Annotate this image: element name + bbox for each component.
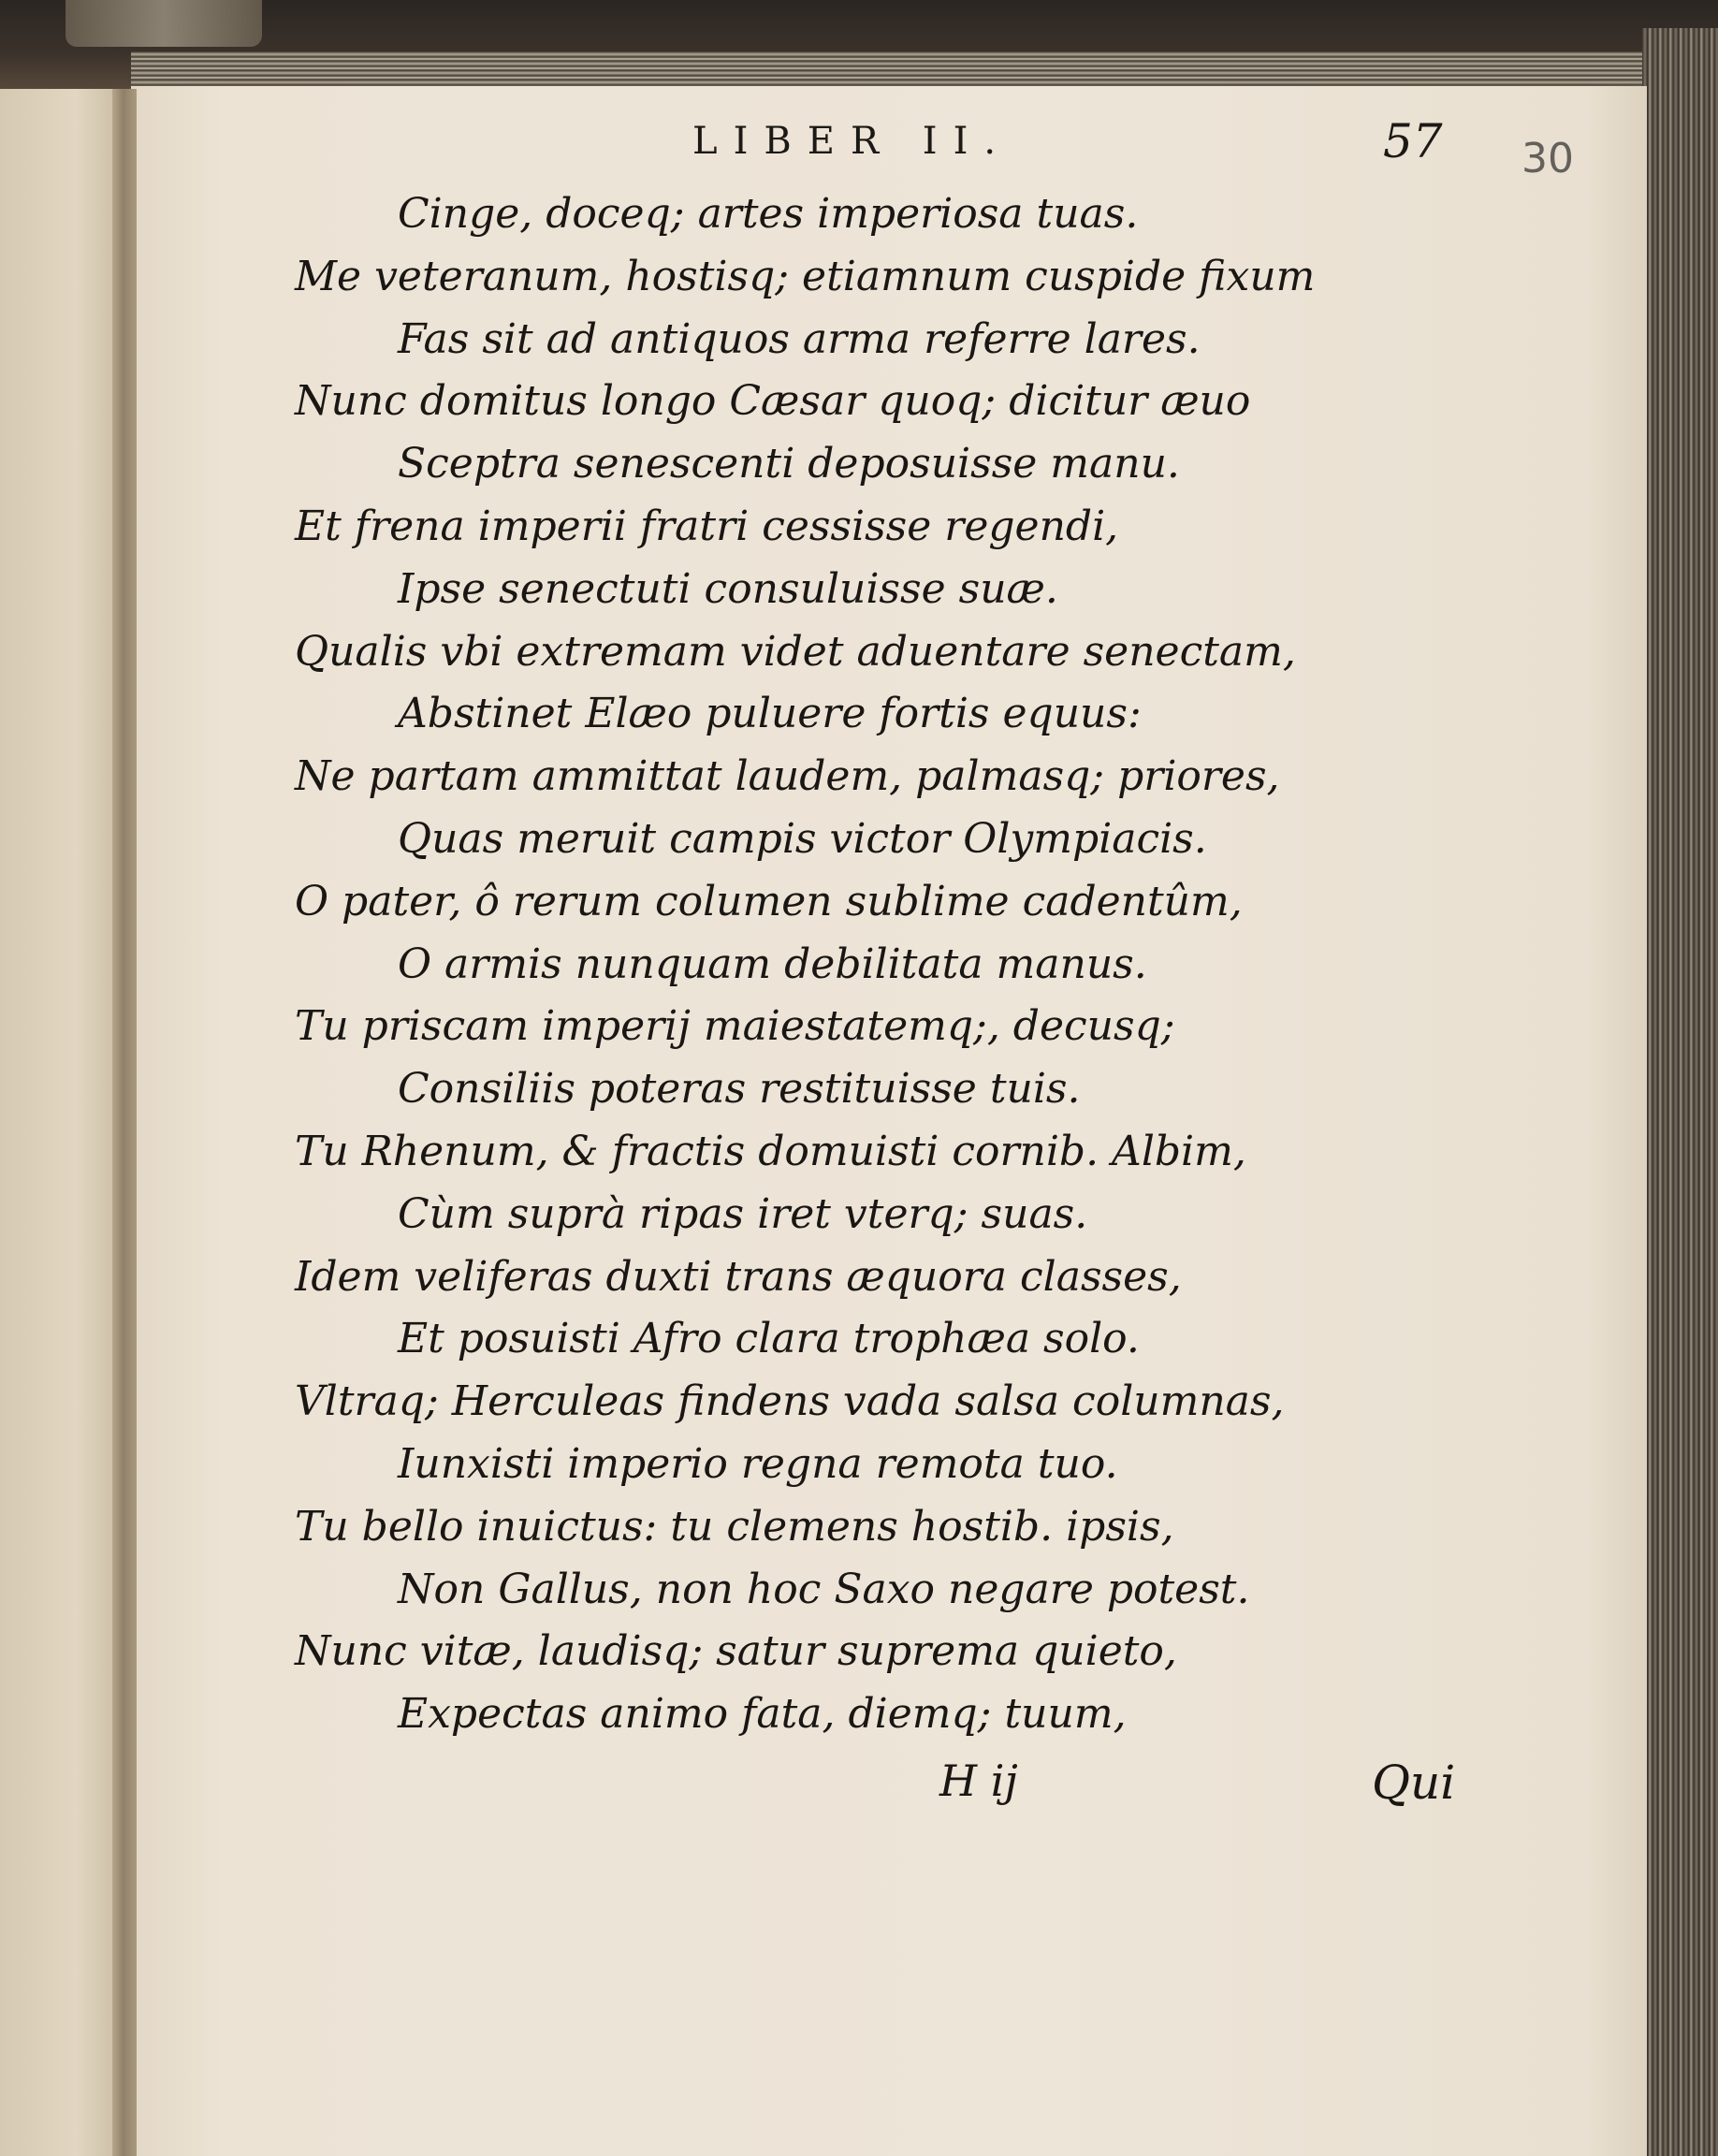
verse-line: Idem veliferas duxti trans æquora classes, — [295, 1252, 1182, 1301]
verse-line: Quas meruit campis victor Olympiacis. — [398, 814, 1207, 863]
verse-line: Abstinet Elæo puluere fortis equus: — [398, 690, 1142, 738]
verse-line: Cinge, doceq; artes imperiosa tuas. — [398, 190, 1139, 238]
page-footer — [0, 1755, 1718, 1821]
verse-line: Nunc domitus longo Cæsar quoq; dicitur æuo — [295, 377, 1251, 426]
gutter — [112, 89, 137, 2156]
verse-line: Qualis vbi extremam videt aduentare senectam, — [295, 627, 1296, 676]
verse-line: Et frena imperii fratri cessisse regendi, — [295, 502, 1119, 550]
verse-line: Consiliis poteras restituisse tuis. — [398, 1065, 1081, 1114]
page-header — [0, 114, 1718, 182]
page-number: 57 — [1383, 114, 1443, 168]
verse-line: O armis nunquam debilitata manus. — [398, 940, 1147, 988]
verse-line: Fas sit ad antiquos arma referre lares. — [398, 314, 1201, 363]
pencil-foliation: 30 — [1521, 135, 1574, 182]
verse-line: Me veteranum, hostisq; etiamnum cuspide fixum — [295, 252, 1316, 300]
verse-line: Ne partam ammittat laudem, palmasq; priores, — [295, 752, 1280, 801]
verse-line: Et posuisti Afro clara trophæa solo. — [398, 1315, 1140, 1363]
catchword: Qui — [1372, 1755, 1456, 1810]
verse-line: Non Gallus, non hoc Saxo negare potest. — [398, 1565, 1250, 1613]
verse-line: O pater, ô rerum columen sublime cadentûm, — [295, 877, 1243, 925]
signature-mark: H ij — [939, 1755, 1018, 1806]
verse-line: Iunxisti imperio regna remota tuo. — [398, 1439, 1118, 1488]
verse-line: Expectas animo fata, diemq; tuum, — [398, 1690, 1127, 1739]
verse-line: Vltraq; Herculeas findens vada salsa columnas, — [295, 1377, 1285, 1426]
verse-line: Tu Rhenum, & fractis domuisti cornib. Albim, — [295, 1127, 1246, 1175]
verse-text — [295, 183, 1418, 1746]
facing-page-edge — [0, 89, 126, 2156]
running-head: LIBER II. — [692, 120, 1012, 163]
page-edges-right — [1642, 28, 1718, 2156]
verse-line: Nunc vitæ, laudisq; satur suprema quieto, — [295, 1627, 1177, 1676]
verse-line: Sceptra senescenti deposuisse manu. — [398, 440, 1180, 488]
spine-binding — [66, 0, 262, 47]
verse-line: Ipse senectuti consuluisse suæ. — [398, 564, 1058, 613]
verse-line: Cùm suprà ripas iret vterq; suas. — [398, 1189, 1088, 1238]
verse-line: Tu bello inuictus: tu clemens hostib. ipsis, — [295, 1502, 1174, 1551]
verse-line: Tu priscam imperij maiestatemq;, decusq; — [295, 1002, 1175, 1051]
